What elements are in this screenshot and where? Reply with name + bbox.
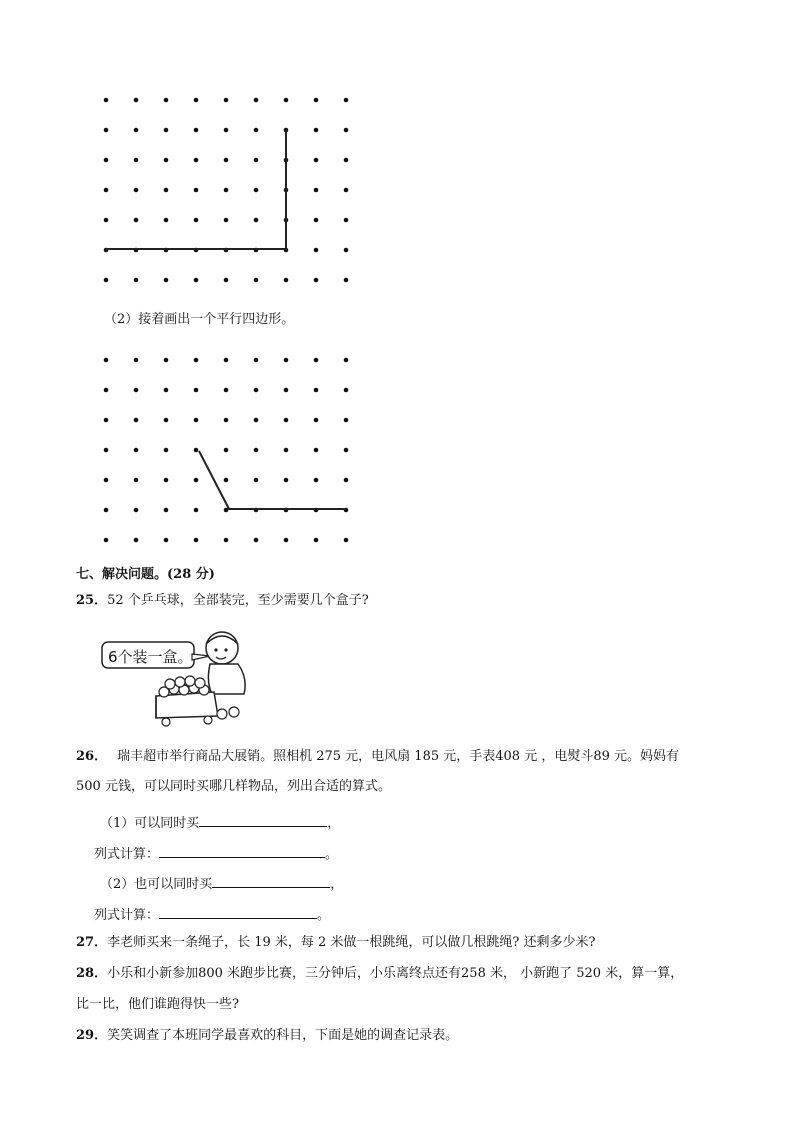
- grid-dot: [314, 418, 319, 423]
- grid-dot: [314, 98, 319, 103]
- grid-dot: [104, 508, 109, 513]
- calc1-label: 列式计算：: [94, 847, 160, 862]
- grid-dot: [314, 158, 319, 163]
- grid-dot: [134, 418, 139, 423]
- grid-dot: [164, 508, 169, 513]
- grid-dot: [284, 358, 289, 363]
- grid-dot: [224, 188, 229, 193]
- question-number: 29．: [76, 1028, 108, 1043]
- question-27: [76, 934, 596, 952]
- q26-calc1: [94, 843, 338, 864]
- question-text: 李老师买来一条绳子，长 19 米，每 2 米做一根跳绳，可以做几根跳绳? 还剩多少米?: [107, 935, 596, 950]
- speech-bubble-text: 6个装一盒。: [108, 648, 193, 666]
- grid-dot: [194, 158, 199, 163]
- calc2-end: 。: [317, 908, 331, 923]
- grid-dot: [344, 538, 349, 543]
- grid-dot: [134, 278, 139, 283]
- grid-dot: [344, 98, 349, 103]
- grid-dot: [134, 128, 139, 133]
- sub1-end: ，: [327, 816, 341, 831]
- grid-dot: [224, 98, 229, 103]
- answer-blank-3[interactable]: [212, 873, 330, 888]
- question-text: 52 个乒乓球，全部装完，至少需要几个盒子?: [107, 593, 369, 608]
- grid-dot: [194, 418, 199, 423]
- grid-dot: [164, 388, 169, 393]
- grid-dot: [284, 388, 289, 393]
- grid-dot: [284, 418, 289, 423]
- grid-dot: [254, 418, 259, 423]
- grid-dot: [314, 478, 319, 483]
- grid-dot: [314, 448, 319, 453]
- grid-dot: [134, 188, 139, 193]
- grid-dot: [224, 158, 229, 163]
- sub1-label: （1）可以同时买: [100, 816, 200, 831]
- grid-dot: [134, 158, 139, 163]
- grid-dot: [104, 358, 109, 363]
- dot-grid-1: [90, 88, 360, 288]
- question-25: [76, 592, 369, 610]
- grid-dot: [314, 388, 319, 393]
- grid-dot: [134, 448, 139, 453]
- grid-dot: [194, 98, 199, 103]
- q26-calc2: [94, 904, 330, 925]
- calc1-end: 。: [325, 847, 339, 862]
- grid-dot: [134, 538, 139, 543]
- part2-instruction: （2）接着画出一个平行四边形。: [104, 312, 295, 327]
- grid-dot: [254, 538, 259, 543]
- grid-dot: [284, 278, 289, 283]
- grid-dot: [164, 128, 169, 133]
- grid-dot: [314, 218, 319, 223]
- boy-with-box-illustration: [98, 626, 248, 730]
- grid-dot: [344, 278, 349, 283]
- grid-dot: [134, 218, 139, 223]
- grid-dot: [314, 358, 319, 363]
- grid-dot: [104, 418, 109, 423]
- grid-dot: [164, 418, 169, 423]
- grid-dot: [104, 448, 109, 453]
- grid-dot: [104, 478, 109, 483]
- question-26-line1: [76, 748, 679, 766]
- drawn-parallelogram-start-lines: [199, 451, 346, 509]
- grid-dot: [254, 128, 259, 133]
- grid-dot: [314, 538, 319, 543]
- grid-dot: [134, 358, 139, 363]
- question-26-line2: 500 元钱，可以同时买哪几样物品，列出合适的算式。: [76, 779, 391, 794]
- grid-dot: [194, 278, 199, 283]
- grid-dot: [254, 158, 259, 163]
- grid-dot: [344, 448, 349, 453]
- grid-dot: [104, 128, 109, 133]
- grid-dot: [314, 278, 319, 283]
- question-number: 26．: [76, 749, 108, 764]
- grid-dot: [164, 218, 169, 223]
- grid-dot: [344, 158, 349, 163]
- grid-dot: [254, 218, 259, 223]
- q26-sub1: [100, 812, 340, 833]
- grid-dot: [314, 128, 319, 133]
- grid-dot: [254, 358, 259, 363]
- grid-dot: [104, 278, 109, 283]
- grid-dot: [164, 478, 169, 483]
- grid-dot: [344, 218, 349, 223]
- question-28-line1: [76, 965, 683, 983]
- grid-dot: [134, 478, 139, 483]
- calc2-label: 列式计算：: [94, 908, 160, 923]
- grid-dot: [104, 98, 109, 103]
- grid-dot: [194, 358, 199, 363]
- answer-blank-1[interactable]: [199, 812, 327, 827]
- grid-dot: [164, 448, 169, 453]
- question-number: 25．: [76, 593, 108, 608]
- grid-dot: [254, 98, 259, 103]
- grid-dot: [194, 478, 199, 483]
- grid-dot: [254, 478, 259, 483]
- grid-dot: [314, 248, 319, 253]
- grid-dot: [134, 508, 139, 513]
- question-number: 27．: [76, 935, 108, 950]
- grid-dot: [194, 218, 199, 223]
- grid-dot: [344, 478, 349, 483]
- grid-dot: [224, 358, 229, 363]
- grid-dot: [194, 388, 199, 393]
- grid-dot: [284, 538, 289, 543]
- grid-dot: [224, 128, 229, 133]
- grid-dot: [284, 98, 289, 103]
- grid-dot: [254, 388, 259, 393]
- grid-dot: [254, 278, 259, 283]
- grid-dot: [254, 448, 259, 453]
- grid-dot: [104, 218, 109, 223]
- grid-dot: [224, 448, 229, 453]
- sub2-end: ，: [330, 877, 344, 892]
- grid-dot: [254, 188, 259, 193]
- grid-dot: [194, 448, 199, 453]
- grid-dot: [284, 478, 289, 483]
- grid-dot: [164, 358, 169, 363]
- grid-dot: [224, 538, 229, 543]
- grid-dot: [134, 388, 139, 393]
- grid-dot: [134, 98, 139, 103]
- question-text: 笑笑调查了本班同学最喜欢的科目，下面是她的调查记录表。: [107, 1028, 459, 1043]
- question-text: 瑞丰超市举行商品大展销。照相机 275 元，电风扇 185 元，手表408 元 ，电熨斗89 元。妈妈有: [117, 749, 680, 764]
- grid-dot: [344, 128, 349, 133]
- grid-dot: [104, 388, 109, 393]
- answer-blank-2[interactable]: [159, 843, 325, 858]
- sub2-label: （2）也可以同时买: [100, 877, 213, 892]
- answer-blank-4[interactable]: [159, 904, 317, 919]
- grid-dot: [164, 278, 169, 283]
- grid-dot: [284, 448, 289, 453]
- grid-dot: [104, 188, 109, 193]
- q26-sub2: [100, 873, 343, 894]
- question-28-line2: 比一比，他们谁跑得快一些?: [76, 997, 239, 1012]
- grid-dot: [194, 128, 199, 133]
- question-number: 28．: [76, 966, 108, 981]
- section-heading: 七、解决问题。(28 分): [76, 567, 215, 582]
- grid-dot: [224, 478, 229, 483]
- grid-dot: [164, 538, 169, 543]
- grid-dot: [194, 188, 199, 193]
- grid-dot: [194, 508, 199, 513]
- grid-dot: [224, 418, 229, 423]
- grid-dots: [104, 98, 349, 283]
- grid-dot: [314, 188, 319, 193]
- grid-dot: [164, 188, 169, 193]
- grid-dot: [344, 418, 349, 423]
- grid-dot: [164, 158, 169, 163]
- grid-dot: [194, 538, 199, 543]
- question-text: 小乐和小新参加800 米跑步比赛，三分钟后，小乐离终点还有258 米， 小新跑了 520 米，算一算，: [107, 966, 684, 981]
- grid-dot: [344, 358, 349, 363]
- grid-dot: [344, 188, 349, 193]
- grid-dot: [344, 248, 349, 253]
- grid-dots: [104, 358, 349, 543]
- grid-dot: [104, 538, 109, 543]
- grid-dot: [224, 388, 229, 393]
- question-29: [76, 1027, 458, 1045]
- grid-dot: [224, 278, 229, 283]
- grid-dot: [224, 218, 229, 223]
- grid-dot: [104, 158, 109, 163]
- grid-dot: [164, 98, 169, 103]
- grid-dot: [344, 388, 349, 393]
- dot-grid-2: [90, 348, 360, 548]
